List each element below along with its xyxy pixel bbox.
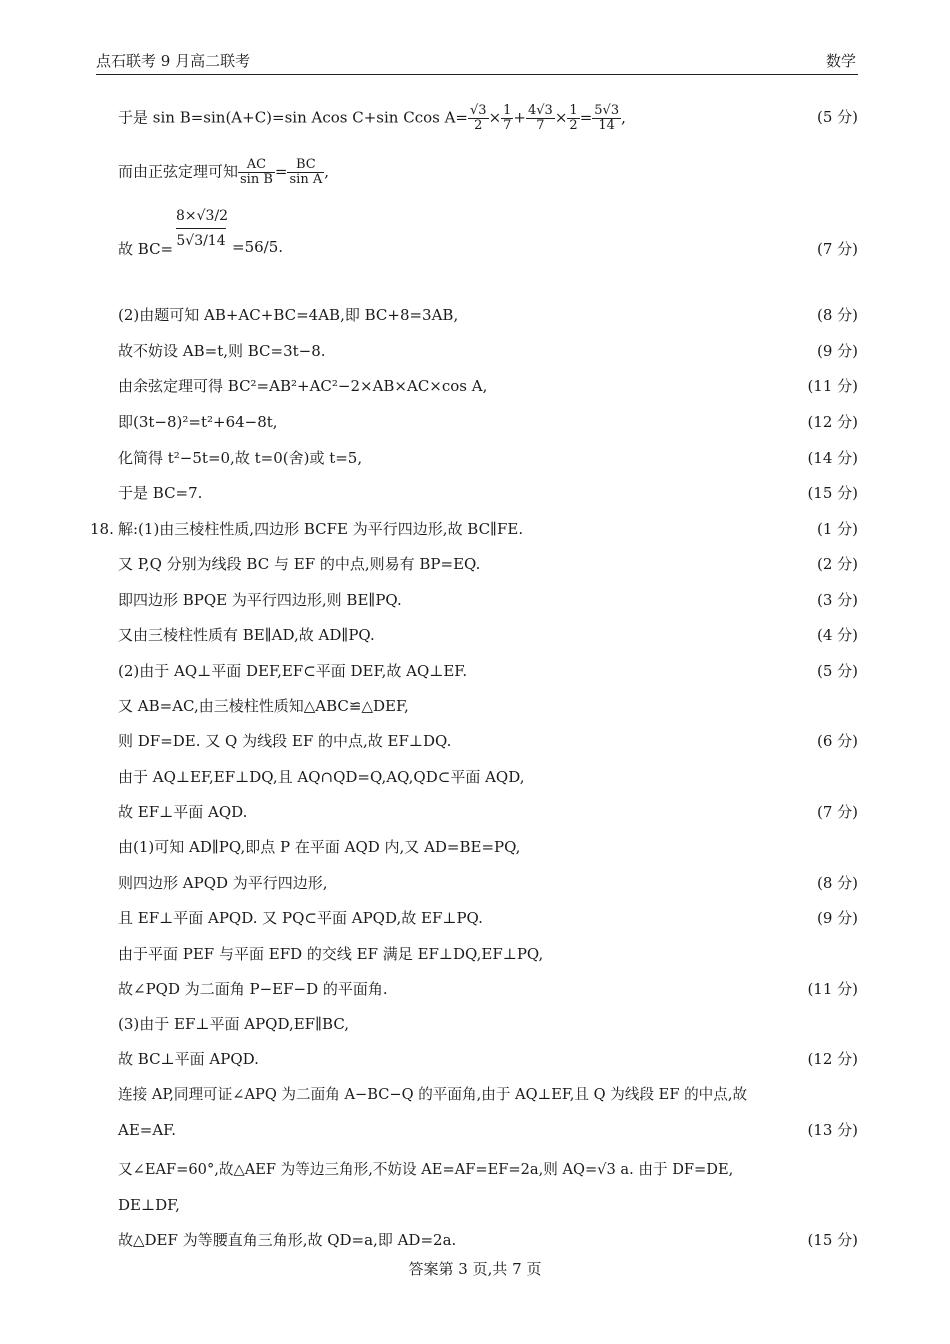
score-points: (6 分) (816, 732, 858, 750)
solution-line: 由于 AQ⊥EF,EF⊥DQ,且 AQ∩QD=Q,AQ,QD⊂平面 AQD, (118, 768, 525, 786)
score-points: (8 分) (816, 306, 858, 324)
score-points: (9 分) (816, 909, 858, 927)
solution-line: (2)由题可知 AB+AC+BC=4AB,即 BC+8=3AB, (118, 306, 459, 324)
page-header (96, 48, 858, 75)
law-of-sines-line: 而由正弦定理可知 $\frac{AC}{\text{sin B}}$ = $\frac{BC}{\text{sin A}}$ , (118, 157, 329, 187)
score-points: (5 分) (816, 662, 858, 680)
solution-line: 则 DF=DE. 又 Q 为线段 EF 的中点,故 EF⊥DQ. (118, 732, 452, 750)
sinb-prefix: 于是 sin B=sin(A+C)=sin Acos C+sin Ccos A= (118, 108, 468, 127)
solution-line: (2)由于 AQ⊥平面 DEF,EF⊂平面 DEF,故 AQ⊥EF. (118, 662, 468, 680)
solution-line: AE=AF. (118, 1121, 177, 1139)
score-points: (9 分) (816, 342, 858, 360)
score-points: (8 分) (816, 874, 858, 892)
score-points: (12 分) (807, 413, 858, 431)
score-points: (14 分) (807, 449, 858, 467)
score-points: (7 分) (816, 240, 858, 258)
solution-line: 解:(1)由三棱柱性质,四边形 BCFE 为平行四边形,故 BC∥FE. (118, 520, 524, 538)
solution-line: 故∠PQD 为二面角 P−EF−D 的平面角. (118, 980, 388, 998)
solution-line: (3)由于 EF⊥平面 APQD,EF∥BC, (118, 1015, 350, 1033)
score-points: (3 分) (816, 591, 858, 609)
sinb-line: 于是 sin B=sin(A+C)=sin Acos C+sin Ccos A= $\frac{√3}{2}$ × $\frac{1}{7}$ + $\frac{4√3}{7}$ × $\frac{1}{2}$ = $\frac{5√3}{14}$ , (118, 103, 626, 133)
fraction: $\frac{BC}{\text{sin A}}$ (289, 157, 323, 187)
solution-line: 又 P,Q 分别为线段 BC 与 EF 的中点,则易有 BP=EQ. (118, 555, 481, 573)
solution-line: 于是 BC=7. (118, 484, 203, 502)
question-number: 18. (90, 520, 114, 538)
fraction: $\frac{4√3}{7}$ (528, 103, 553, 133)
score-points: (13 分) (807, 1121, 858, 1139)
solution-line: 则四边形 APQD 为平行四边形, (118, 874, 328, 892)
solution-line: 由(1)可知 AD∥PQ,即点 P 在平面 AQD 内,又 AD=BE=PQ, (118, 838, 521, 856)
solution-line: 故 BC⊥平面 APQD. (118, 1050, 259, 1068)
score-points: (7 分) (816, 803, 858, 821)
bc-prefix: 故 BC= (118, 240, 174, 258)
score-points: (11 分) (807, 980, 858, 998)
solution-line: 又∠EAF=60°,故△AEF 为等边三角形,不妨设 AE=AF=EF=2a,则 AQ=√3 a. 由于 DF=DE, (118, 1161, 734, 1178)
solution-line: 又 AB=AC,由三棱柱性质知△ABC≌△DEF, (118, 697, 409, 715)
solution-line: 由于平面 PEF 与平面 EFD 的交线 EF 满足 EF⊥DQ,EF⊥PQ, (118, 945, 544, 963)
solution-line: 即四边形 BPQE 为平行四边形,则 BE∥PQ. (118, 591, 402, 609)
fraction: $\frac{5√3}{14}$ (594, 103, 620, 133)
fraction: $\frac{1}{2}$ (569, 103, 578, 133)
score-points: (2 分) (816, 555, 858, 573)
solution-line: DE⊥DF, (118, 1196, 180, 1214)
solution-line: 故不妨设 AB=t,则 BC=3t−8. (118, 342, 326, 360)
score-points: (4 分) (816, 626, 858, 644)
score-points: (15 分) (807, 484, 858, 502)
solution-line: 故△DEF 为等腰直角三角形,故 QD=a,即 AD=2a. (118, 1231, 457, 1249)
solution-line: 连接 AP,同理可证∠APQ 为二面角 A−BC−Q 的平面角,由于 AQ⊥EF,且 Q 为线段 EF 的中点,故 (118, 1086, 748, 1103)
compound-fraction: 8×√3/2 5√3/14 (176, 208, 229, 249)
solution-line: 化简得 t²−5t=0,故 t=0(舍)或 t=5, (118, 449, 363, 467)
subject-label: 数学 (825, 52, 856, 70)
score-points: (12 分) (807, 1050, 858, 1068)
solution-line: 故 EF⊥平面 AQD. (118, 803, 248, 821)
bc-result: =56/5. (232, 238, 284, 256)
solution-line: 又由三棱柱性质有 BE∥AD,故 AD∥PQ. (118, 626, 375, 644)
solution-line: 即(3t−8)²=t²+64−8t, (118, 413, 278, 431)
score-points: (15 分) (807, 1231, 858, 1249)
fraction: $\frac{AC}{\text{sin B}}$ (240, 157, 273, 187)
score-points: (1 分) (816, 520, 858, 538)
fraction: $\frac{√3}{2}$ (470, 103, 487, 133)
score-points: (5 分) (816, 108, 858, 126)
solution-line: 由余弦定理可得 BC²=AB²+AC²−2×AB×AC×cos A, (118, 377, 488, 395)
fraction: $\frac{1}{7}$ (503, 103, 512, 133)
exam-title: 点石联考 9 月高二联考 (96, 52, 251, 70)
solution-line: 且 EF⊥平面 APQD. 又 PQ⊂平面 APQD,故 EF⊥PQ. (118, 909, 483, 927)
page-footer: 答案第 3 页,共 7 页 (408, 1260, 542, 1278)
score-points: (11 分) (807, 377, 858, 395)
